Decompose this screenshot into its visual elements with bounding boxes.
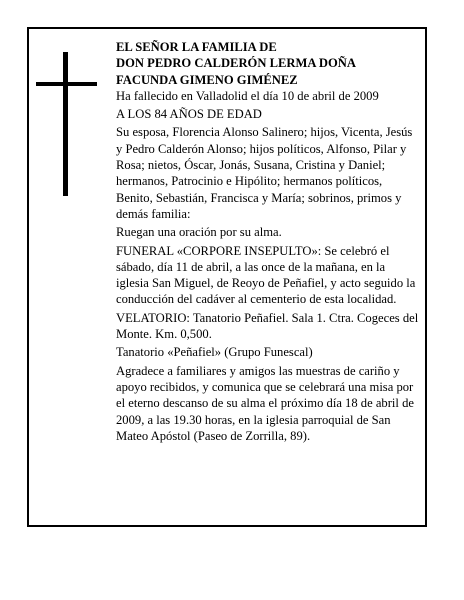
cross-vertical-bar	[63, 52, 68, 196]
heading-line: EL SEÑOR LA FAMILIA DE	[116, 40, 277, 54]
obituary-text	[116, 39, 420, 446]
mass-announcement: Agradece a familiares y amigos las muestras de cariño y apoyo recibidos, y comunica que se celebrará una misa por el eterno descanso de su alma el próximo día 18 de abril de 2009, a las 19.30 horas, en la iglesia parroquial de San Mateo Apóstol (Paseo de Zorrilla, 89).	[116, 363, 414, 443]
funeral-home: Tanatorio «Peñafiel» (Grupo Funescal)	[116, 345, 313, 360]
heading-line: FACUNDA GIMENO GIMÉNEZ	[116, 72, 298, 87]
obituary-heading	[116, 39, 420, 88]
funeral-details: FUNERAL «CORPORE INSEPULTO»: Se celebró el sábado, día 11 de abril, a las once de la mañana, en la iglesia San Miguel, de Reoyo de Peñafiel, y acto seguido la conducción del cadáver al cementerio de esta localidad.	[116, 243, 416, 307]
prayer-request: Ruegan una oración por su alma.	[116, 225, 282, 240]
death-announcement: Ha fallecido en Valladolid el día 10 de abril de 2009	[116, 88, 379, 103]
age-line: A LOS 84 AÑOS DE EDAD	[116, 107, 262, 122]
cross-horizontal-bar	[36, 82, 97, 86]
wake-details: VELATORIO: Tanatorio Peñafiel. Sala 1. Ctra. Cogeces del Monte. Km. 0,500.	[116, 310, 419, 342]
family-list: Su esposa, Florencia Alonso Salinero; hijos, Vicenta, Jesús y Pedro Calderón Alonso; hijos políticos, Alfonso, Pilar y Rosa; nietos, Óscar, Jonás, Susana, Cristina y Daniel; hermanos, Patrocinio e Hipólito; hermanos políticos, Benito, Sebastián, Francisca y María; sobrinos, primos y demás familia:	[116, 125, 413, 221]
heading-line: DON PEDRO CALDERÓN LERMA DOÑA	[116, 56, 356, 71]
